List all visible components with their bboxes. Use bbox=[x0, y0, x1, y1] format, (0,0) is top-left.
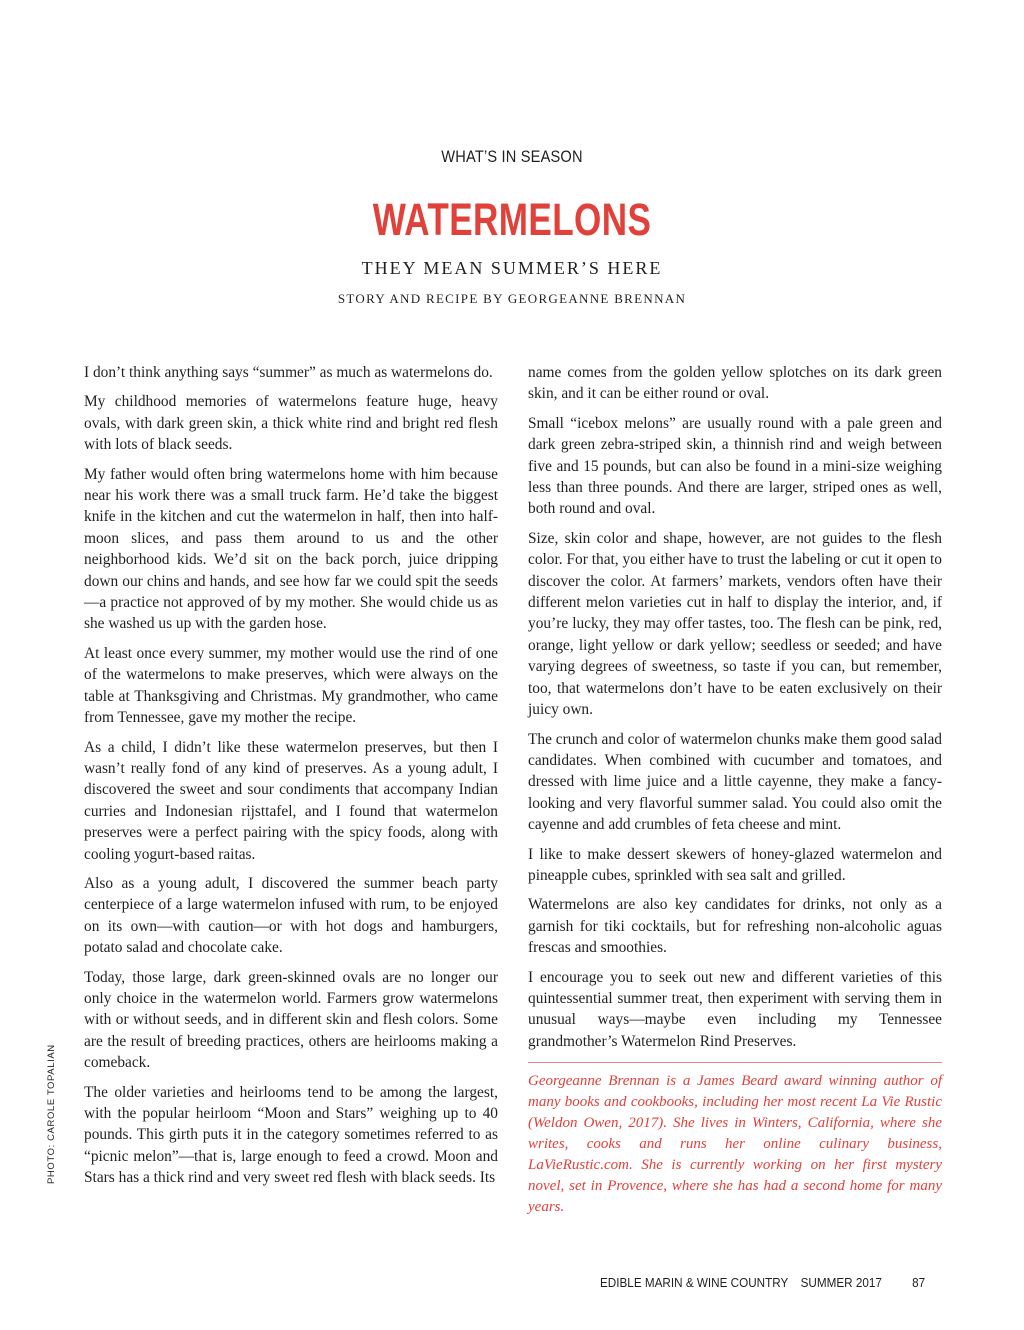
left-column bbox=[84, 362, 498, 1197]
publication-name: EDIBLE MARIN & WINE COUNTRY bbox=[600, 1275, 789, 1290]
paragraph: Also as a young adult, I discovered the summer beach party centerpiece of a large watermelon infused with rum, to be enjoyed on its own—with caution—or with hot dogs and hamburgers, potato salad and chocolate cake. bbox=[84, 874, 498, 957]
paragraph: My childhood memories of watermelons feature huge, heavy ovals, with dark green skin, a thick white rind and bright red flesh with lots of black seeds. bbox=[84, 393, 498, 454]
paragraph: At least once every summer, my mother would use the rind of one of the watermelons to make preserves, which were always on the table at Thanksgiving and Christmas. My grandmother, who came from Tennessee, gave my mother the recipe. bbox=[84, 644, 498, 727]
paragraph: Size, skin color and shape, however, are not guides to the flesh color. For that, you either have to trust the labeling or cut it open to discover the color. At farmers’ markets, vendors often have their different melon varieties cut in half to display the interior, and, if you’re lucky, they may offer tastes, too. The flesh can be pink, red, orange, light yellow or dark yellow; seedless or seeded; and have varying degrees of sweetness, so taste if you can, but remember, too, that watermelons don’t have to be eaten exclusively on their juicy own. bbox=[528, 529, 942, 719]
paragraph: My father would often bring watermelons home with him because near his work there was a small truck farm. He’d take the biggest knife in the kitchen and cut the watermelon in half, then into half-moon slices, and pass them around to us and the other neighborhood kids. We’d sit on the back porch, juice dripping down our chins and hands, and see how far we could spit the seeds—a practice not approved of by my mother. She would chide us as she washed us up with the garden hose. bbox=[84, 465, 498, 633]
author-bio: Georgeanne Brennan is a James Beard award winning author of many books and cookbooks, including her most recent La Vie Rustic (Weldon Owen, 2017). She lives in Winters, California, where she writes, cooks and runs her online culinary business, LaVieRustic.com. She is currently working on her first mystery novel, set in Provence, where she has had a second home for many years. bbox=[528, 1073, 942, 1216]
right-column bbox=[528, 362, 942, 1226]
paragraph: As a child, I didn’t like these watermelon preserves, but then I wasn’t really fond of any kind of preserves. As a young adult, I discovered the sweet and sour condiments that accompany Indian curries and Indonesian rijsttafel, and I found that watermelon preserves were a perfect pairing with the spicy foods, along with cooling yogurt-based raitas. bbox=[84, 738, 498, 863]
paragraph: I don’t think anything says “summer” as much as watermelons do. bbox=[84, 364, 493, 381]
section-kicker: WHAT’S IN SEASON bbox=[441, 147, 583, 166]
photo-credit: PHOTO: CAROLE TOPALIAN bbox=[46, 1044, 57, 1184]
bio-divider bbox=[528, 1062, 942, 1063]
article-byline: STORY AND RECIPE BY GEORGEANNE BRENNAN bbox=[337, 291, 687, 306]
page-footer bbox=[600, 1275, 925, 1290]
paragraph: The older varieties and heirlooms tend to be among the largest, with the popular heirloom “Moon and Stars” weighing up to 40 pounds. This girth puts it in the category sometimes referred to as “picnic melon”—that is, large enough to feed a crowd. Moon and Stars has a thick rind and very sweet red flesh with black seeds. Its bbox=[84, 1083, 498, 1187]
article-subtitle: THEY MEAN SUMMER’S HERE bbox=[361, 258, 663, 278]
paragraph: I encourage you to seek out new and different varieties of this quintessential summer treat, then experiment with serving them in unusual ways—maybe even including my Tennessee grandmother’s Watermelon Rind Preserves. bbox=[528, 968, 942, 1050]
paragraph: Watermelons are also key candidates for drinks, not only as a garnish for tiki cocktails, but for refreshing non-alcoholic aguas frescas and smoothies. bbox=[528, 896, 942, 957]
issue-label: SUMMER 2017 bbox=[800, 1275, 882, 1290]
paragraph: I like to make dessert skewers of honey-glazed watermelon and pineapple cubes, sprinkled with sea salt and grilled. bbox=[528, 845, 942, 884]
paragraph: Small “icebox melons” are usually round with a pale green and dark green zebra-striped skin, a thinnish rind and weigh between five and 15 pounds, but can also be found in a mini-size weighing less than three pounds. And there are larger, striped ones as well, both round and oval. bbox=[528, 414, 942, 518]
paragraph: The crunch and color of watermelon chunks make them good salad candidates. When combined with cucumber and tomatoes, and dressed with lime juice and a little cayenne, they make a fancy-looking and very flavorful summer salad. You could also omit the cayenne and add crumbles of feta cheese and mint. bbox=[528, 730, 942, 834]
paragraph: name comes from the golden yellow splotches on its dark green skin, and it can be either round or oval. bbox=[528, 364, 942, 403]
page-number: 87 bbox=[912, 1275, 926, 1290]
article-title: WATERMELONS bbox=[372, 194, 652, 245]
paragraph: Today, those large, dark green-skinned ovals are no longer our only choice in the watermelon world. Farmers grow watermelons with or without seeds, and in different skin and flesh colors. Some are the result of breeding practices, others are heirlooms making a comeback. bbox=[84, 968, 498, 1072]
